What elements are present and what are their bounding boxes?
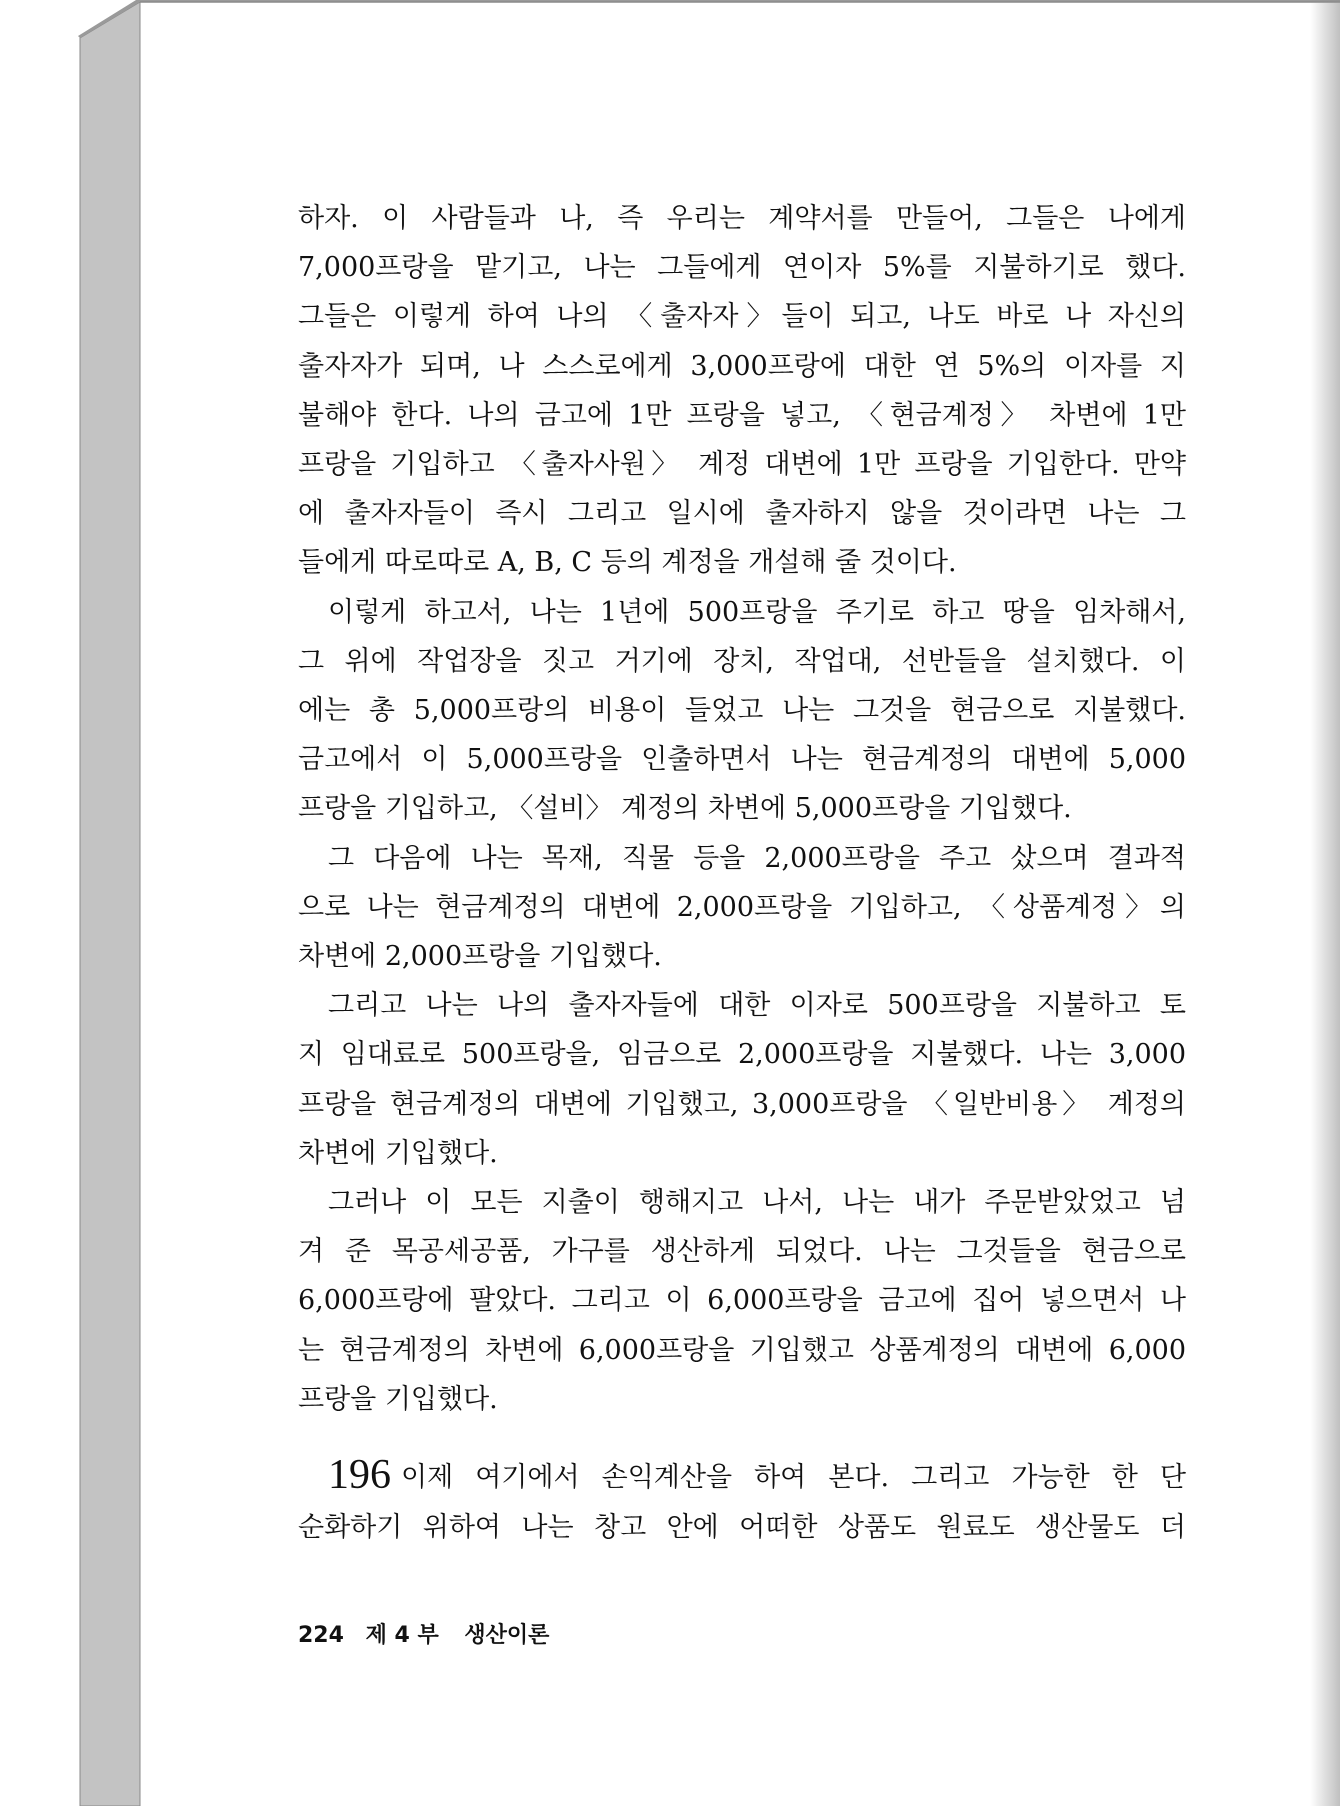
section-first-line [298, 1450, 1186, 1503]
text-line: 으로 나는 현금계정의 대변에 2,000프랑을 기입하고, 〈상품계정〉의 [298, 891, 1186, 923]
paragraph [298, 1178, 1186, 1424]
text-line: 금고에서 이 5,000프랑을 인출하면서 나는 현금계정의 대변에 5,000 [298, 744, 1186, 776]
text-line: 프랑을 현금계정의 대변에 기입했고, 3,000프랑을 〈일반비용〉 계정의 [298, 1088, 1186, 1120]
footer-part: 제 4 부 [365, 1623, 439, 1648]
paragraph [298, 588, 1186, 834]
text-line: 그 위에 작업장을 짓고 거기에 장치, 작업대, 선반들을 설치했다. 이 [298, 645, 1186, 677]
section-196 [298, 1450, 1186, 1553]
text-line: 불해야 한다. 나의 금고에 1만 프랑을 넣고, 〈현금계정〉 차변에 1만 [298, 399, 1186, 431]
paragraph [298, 981, 1186, 1178]
text-line: 하자. 이 사람들과 나, 즉 우리는 계약서를 만들어, 그들은 나에게 [298, 203, 1186, 234]
text-line: 7,000프랑을 맡기고, 나는 그들에게 연이자 5%를 지불하기로 했다. [298, 252, 1186, 284]
text-line: 들에게 따로따로 A, B, C 등의 계정을 개설해 줄 것이다. [298, 547, 957, 579]
text-line: 그리고 나는 나의 출자자들에 대한 이자로 500프랑을 지불하고 토 [328, 990, 1186, 1022]
paragraph [298, 834, 1186, 982]
section-number: 196 [328, 1452, 391, 1498]
text-line: 6,000프랑에 팔았다. 그리고 이 6,000프랑을 금고에 집어 넣으면서 나 [298, 1285, 1186, 1317]
footer-part-title: 생산이론 [464, 1623, 550, 1648]
text-line: 그들은 이렇게 하여 나의 〈출자자〉들이 되고, 나도 바로 나 자신의 [298, 301, 1186, 333]
text-line: 프랑을 기입하고 〈출자사원〉 계정 대변에 1만 프랑을 기입한다. 만약 [298, 449, 1186, 481]
text-line: 에 출자자들이 즉시 그리고 일시에 출자하지 않을 것이라면 나는 그 [298, 498, 1186, 530]
page-edge-shadow [1310, 0, 1340, 1806]
text-line: 에는 총 5,000프랑의 비용이 들었고 나는 그것을 현금으로 지불했다. [298, 695, 1186, 727]
text-line: 그 다음에 나는 목재, 직물 등을 2,000프랑을 주고 샀으며 결과적 [328, 842, 1186, 874]
paragraph [298, 194, 1186, 588]
text-line: 는 현금계정의 차변에 6,000프랑을 기입했고 상품계정의 대변에 6,000 [298, 1334, 1186, 1366]
text-line: 겨 준 목공세공품, 가구를 생산하게 되었다. 나는 그것들을 현금으로 [298, 1236, 1186, 1268]
text-line: 출자자가 되며, 나 스스로에게 3,000프랑에 대한 연 5%의 이자를 지 [298, 350, 1186, 382]
page-footer [298, 1618, 549, 1649]
text-line: 지 임대료로 500프랑을, 임금으로 2,000프랑을 지불했다. 나는 3,000 [298, 1039, 1186, 1071]
text-line: 이렇게 하고서, 나는 1년에 500프랑을 주기로 하고 땅을 임차해서, [328, 596, 1186, 628]
text-line: 그러나 이 모든 지출이 행해지고 나서, 나는 내가 주문받았었고 넘 [328, 1187, 1186, 1219]
section-line-1: 이제 여기에서 손익계산을 하여 본다. 그리고 가능한 한 단 [401, 1462, 1186, 1493]
text-line: 차변에 2,000프랑을 기입했다. [298, 941, 662, 973]
text-line: 차변에 기입했다. [298, 1137, 498, 1169]
section-line-2: 순화하기 위하여 나는 창고 안에 어떠한 상품도 원료도 생산물도 더 [298, 1512, 1186, 1543]
page-number: 224 [298, 1623, 344, 1648]
text-line: 프랑을 기입하고, 〈설비〉 계정의 차변에 5,000프랑을 기입했다. [298, 793, 1072, 825]
text-line: 프랑을 기입했다. [298, 1383, 498, 1415]
body-text [298, 194, 1186, 1424]
